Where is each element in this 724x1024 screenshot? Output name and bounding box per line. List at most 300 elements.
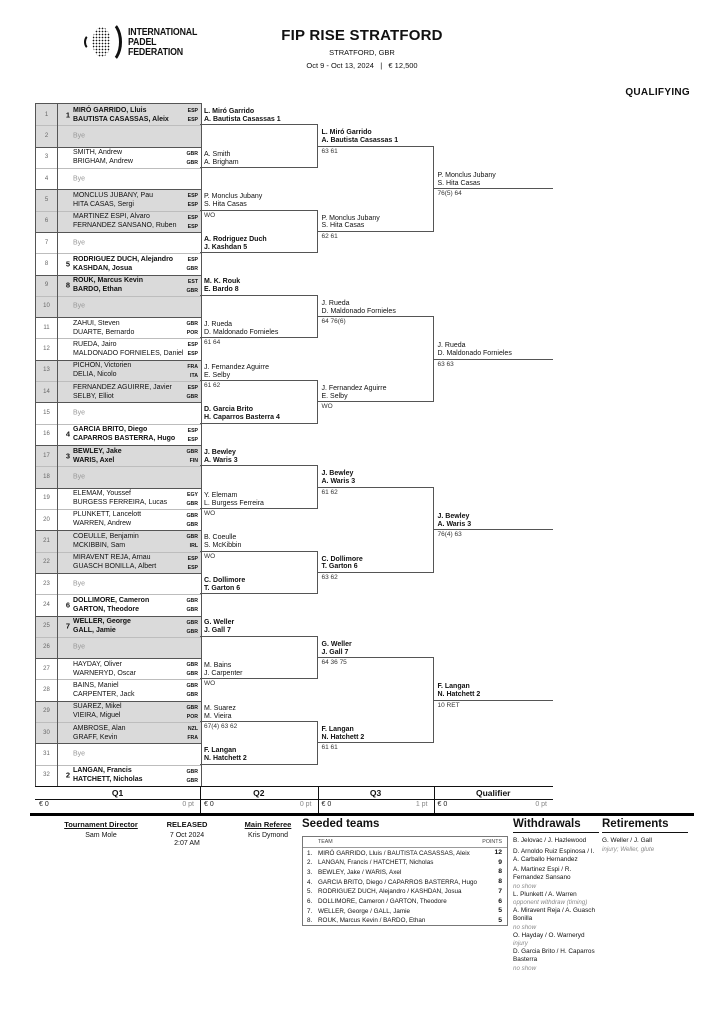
- entry-number: 20: [43, 516, 50, 523]
- q2-score: 64 36 75: [321, 659, 347, 667]
- seeded-team: MIRÓ GARRIDO, Lluis / BAUTISTA CASASSAS, Aleix: [318, 849, 470, 857]
- seeded-points: 5: [498, 916, 502, 924]
- strip-cell-separator: [434, 786, 435, 813]
- country-code: GBR: [186, 159, 198, 166]
- withdrawal-item: A. Martinez Espi / R. Fernandez Sansano: [513, 866, 572, 881]
- seeded-team-row: [303, 877, 507, 887]
- seeded-rank: 5.: [307, 888, 313, 896]
- winner-name-line: D. Garcia Brito: [204, 406, 254, 414]
- seeded-points: 6: [498, 897, 502, 905]
- entry-number: 27: [43, 665, 50, 672]
- country-code: GBR: [186, 607, 198, 614]
- seeded-rank: 6.: [307, 898, 313, 905]
- bye-label: Bye: [73, 580, 86, 588]
- retirements-section: [602, 818, 688, 854]
- entry-number: 3: [44, 154, 49, 161]
- winner-name-line: D. Maldonado Fornieles: [321, 307, 396, 315]
- country-code: GBR: [186, 662, 198, 669]
- seeded-points: 7: [498, 887, 502, 895]
- player-name: SELBY, Elliot: [73, 392, 114, 400]
- country-code: ESP: [187, 564, 198, 571]
- player-name: MIRAVENT REJA, Arnau: [73, 554, 151, 562]
- q2-score: 64 76(6): [321, 318, 346, 326]
- country-code: ESP: [187, 385, 198, 392]
- winner-name-line: A. Rodriguez Duch: [204, 235, 267, 243]
- winner-name-line: T. Garton 6: [204, 584, 241, 592]
- player-name: MARTINEZ ESPI, Alvaro: [73, 213, 150, 221]
- winner-name-line: J. Rueda: [321, 299, 350, 307]
- q2-score: 61 61: [321, 744, 338, 752]
- winner-name-line: C. Dollimore: [321, 555, 363, 563]
- winner-name-line: J. Bewley: [204, 448, 236, 456]
- winner-name-line: J. Fernandez Aguirre: [204, 363, 269, 371]
- q2-score: 61 62: [321, 488, 338, 496]
- entry-number: 1: [44, 111, 49, 118]
- org-line: INTERNATIONAL: [128, 26, 198, 38]
- q1-score: 67(4) 63 62: [204, 723, 238, 731]
- player-name: GARCIA BRITO, Diego: [73, 426, 148, 434]
- player-name: AMBROSE, Alan: [73, 724, 126, 732]
- country-code: GBR: [186, 449, 198, 455]
- winner-name-line: E. Bardo 8: [204, 286, 239, 294]
- player-name: WARREN, Andrew: [73, 520, 132, 528]
- q1-score: 61 62: [204, 382, 221, 390]
- country-code: FRA: [187, 363, 198, 370]
- player-name: MALDONADO FORNIELES, Daniel: [73, 349, 184, 357]
- seeded-rank: 7.: [307, 907, 313, 915]
- country-code: ESP: [187, 193, 198, 200]
- seeded-team: DOLLIMORE, Cameron / GARTON, Theodore: [318, 898, 447, 905]
- winner-name-line: F. Langan: [437, 683, 470, 691]
- country-code: GBR: [186, 628, 198, 635]
- country-code: GBR: [186, 521, 198, 528]
- seeded-team: BEWLEY, Jake / WARIS, Axel: [318, 868, 402, 876]
- bye-label: Bye: [73, 473, 86, 481]
- country-code: EGY: [187, 491, 198, 498]
- withdrawal-item-reason: no show: [513, 923, 537, 931]
- player-name: COEULLE, Benjamin: [73, 532, 139, 540]
- withdrawal-item: B. Jelovac / J. Hazlewood: [513, 837, 587, 844]
- entry-number: 21: [43, 537, 50, 544]
- player-name: BARDO, Ethan: [73, 286, 122, 293]
- withdrawal-item: D. Arnoldo Ruiz Espinosa / I. A. Carballo Hernandez: [513, 847, 595, 863]
- released-label: RELEASED: [166, 820, 208, 829]
- entry-number: 19: [43, 495, 50, 502]
- country-code: GBR: [186, 619, 198, 626]
- entry-seed: 7: [65, 621, 70, 631]
- entry-number: 23: [43, 580, 50, 587]
- entry-number: 30: [43, 729, 50, 736]
- retirements-list: [602, 837, 688, 854]
- entry-number: 5: [44, 196, 49, 203]
- bye-label: Bye: [73, 302, 86, 310]
- player-name: MIRÓ GARRIDO, Lluis: [73, 106, 147, 114]
- winner-name-line: J. Fernandez Aguirre: [321, 385, 387, 393]
- player-name: MONCLUS JUBANY, Pau: [73, 191, 154, 199]
- entry-number: 29: [43, 708, 50, 715]
- round-label: Q3: [369, 787, 382, 798]
- withdrawal-item: O. Hayday / O. Warneryd: [513, 931, 585, 939]
- player-name: ROUK, Marcus Kevin: [73, 277, 144, 284]
- winner-name-line: J. Gall 7: [321, 648, 349, 656]
- country-code: GBR: [186, 683, 198, 690]
- event-title: FIP RISE STRATFORD: [281, 27, 443, 44]
- country-code: POR: [186, 713, 198, 720]
- event-prize: € 12,500: [388, 61, 418, 70]
- entry-seed: 2: [65, 770, 70, 780]
- pipe: |: [380, 61, 383, 70]
- q2-score: WO: [321, 403, 333, 411]
- seeded-rank: 8.: [307, 917, 313, 925]
- entry-number: 25: [43, 623, 50, 630]
- seeded-rank: 2.: [307, 859, 313, 867]
- country-code: EST: [187, 278, 198, 285]
- winner-name-line: P. Monclus Jubany: [321, 214, 380, 222]
- player-name: DUARTE, Bernardo: [73, 328, 135, 336]
- player-name: SUAREZ, Mikel: [73, 703, 122, 711]
- country-code: GBR: [186, 266, 198, 273]
- player-name: KASHDAN, Josua: [73, 264, 133, 272]
- country-code: GBR: [186, 777, 198, 784]
- seeded-team-row: [303, 906, 507, 916]
- winner-name-line: A. Bautista Casassas 1: [204, 115, 281, 123]
- player-name: RODRIGUEZ DUCH, Alejandro: [73, 255, 174, 263]
- country-code: ESP: [187, 223, 198, 230]
- entry-number: 8: [44, 260, 49, 267]
- seeded-points: 5: [498, 907, 502, 915]
- player-name: HAYDAY, Oliver: [73, 660, 123, 668]
- seeded-table-header: [303, 837, 507, 848]
- player-name: VIEIRA, Miguel: [73, 712, 121, 720]
- player-name: ZAHUI, Steven: [73, 319, 120, 327]
- country-code: ESP: [187, 555, 198, 562]
- country-code: ESP: [187, 257, 198, 264]
- player-name: DOLLIMORE, Cameron: [73, 596, 150, 604]
- seeded-teams-title: Seeded teams: [302, 818, 380, 830]
- player-name: GUASCH BONILLA, Albert: [73, 563, 157, 571]
- strip-top-rule: [35, 786, 553, 787]
- bye-label: Bye: [73, 643, 86, 651]
- winner-name-line: C. Dollimore: [204, 576, 246, 584]
- entry-number: 10: [43, 303, 50, 310]
- seeded-points: 12: [494, 849, 502, 856]
- winner-name-line: A. Brigham: [204, 158, 239, 166]
- entry-number: 17: [43, 452, 50, 459]
- q1-score: WO: [204, 509, 216, 517]
- player-name: FERNANDEZ AGUIRRE, Javier: [73, 383, 172, 391]
- seeded-team: WELLER, George / GALL, Jamie: [318, 907, 411, 915]
- player-name: FERNANDEZ SANSANO, Ruben: [73, 222, 177, 230]
- winner-name-line: N. Hatchett 2: [204, 755, 247, 763]
- entry-number: 28: [43, 687, 50, 694]
- q3-score: 76(4) 63: [437, 531, 462, 539]
- seeded-rank: 4.: [307, 878, 313, 886]
- winner-name-line: E. Selby: [321, 392, 348, 400]
- seeded-col-team: TEAM: [318, 839, 333, 845]
- seeded-team-row: [303, 897, 507, 907]
- q3-score: 63 63: [437, 360, 454, 368]
- seeded-team: RODRIGUEZ DUCH, Alejandro / KASHDAN, Josua: [318, 888, 462, 896]
- seeded-team-row: [303, 867, 507, 877]
- winner-name-line: J. Bewley: [437, 512, 470, 520]
- entry-number: 4: [44, 175, 49, 182]
- org-line: FEDERATION: [128, 46, 184, 58]
- country-code: GBR: [186, 150, 198, 157]
- q1-score: WO: [204, 552, 216, 560]
- seeded-rank: 1.: [307, 849, 313, 857]
- player-name: BEWLEY, Jake: [73, 447, 122, 455]
- winner-name-line: Y. Elemam: [204, 491, 238, 499]
- withdrawal-item: D. Garcia Brito / H. Caparros Basterra: [513, 948, 595, 963]
- entry-number: 16: [43, 431, 50, 438]
- country-code: GBR: [186, 321, 198, 328]
- country-code: POR: [186, 330, 198, 337]
- country-code: GBR: [186, 671, 198, 678]
- player-name: WARIS, Axel: [73, 456, 115, 464]
- winner-name-line: P. Monclus Jubany: [437, 171, 496, 179]
- footer-thick-rule: [30, 813, 694, 816]
- seeded-teams-table: [302, 836, 508, 926]
- country-code: FIN: [189, 458, 198, 464]
- bye-label: Bye: [73, 750, 86, 758]
- entry-number: 9: [44, 282, 49, 289]
- winner-name-line: P. Monclus Jubany: [204, 193, 263, 201]
- winner-name-line: L. Miró Garrido: [321, 129, 372, 137]
- winner-name-line: H. Caparros Basterra 4: [204, 414, 280, 422]
- entry-number: 11: [43, 324, 50, 331]
- winner-name-line: M. Vieira: [204, 712, 232, 720]
- bye-label: Bye: [73, 239, 86, 247]
- entry-number: 6: [44, 218, 49, 225]
- country-code: ESP: [187, 108, 198, 114]
- entry-number: 12: [43, 346, 50, 353]
- entry-number: 13: [43, 367, 50, 374]
- winner-name-line: N. Hatchett 2: [321, 733, 365, 741]
- retirement-item-reason: injury; Weller, glute: [602, 845, 655, 853]
- main-referee-label: Main Referee: [244, 820, 292, 829]
- stage-label: QUALIFYING: [625, 87, 690, 98]
- player-name: CAPARROS BASTERRA, Hugo: [73, 435, 176, 443]
- player-name: GARTON, Theodore: [73, 605, 139, 613]
- bye-label: Bye: [73, 175, 86, 183]
- country-code: FRA: [187, 735, 198, 742]
- winner-name-line: D. Maldonado Fornieles: [437, 350, 512, 358]
- seeded-team-row: [303, 848, 507, 858]
- strip-cell-separator: [318, 786, 319, 813]
- tournament-director-name: Sam Mole: [85, 832, 117, 839]
- country-code: GBR: [186, 394, 198, 401]
- winner-name-line: J. Rueda: [204, 321, 233, 329]
- winner-name-line: S. Hita Casas: [437, 179, 481, 187]
- player-name: PLUNKETT, Lancelott: [73, 511, 142, 519]
- q3-score: 10 RET: [437, 701, 460, 709]
- seeded-points: 8: [498, 868, 502, 876]
- q2-score: 63 62: [321, 573, 338, 581]
- entry-number: 32: [43, 772, 50, 779]
- winner-name-line: A. Waris 3: [204, 456, 238, 464]
- entry-seed: 4: [65, 429, 70, 439]
- round-money: € 0: [321, 801, 332, 808]
- country-code: ESP: [187, 117, 198, 123]
- bye-label: Bye: [73, 132, 86, 140]
- entry-number: 31: [43, 751, 50, 758]
- country-code: ESP: [187, 342, 198, 349]
- player-name: BAINS, Maniel: [73, 681, 119, 689]
- player-name: BURGESS FERREIRA, Lucas: [73, 499, 168, 507]
- player-name: HATCHETT, Nicholas: [73, 776, 143, 784]
- country-code: GBR: [186, 598, 198, 605]
- bye-label: Bye: [73, 409, 86, 417]
- q1-score: WO: [204, 680, 216, 688]
- country-code: ITA: [190, 372, 198, 379]
- retirements-title: Retirements: [602, 818, 669, 830]
- withdrawals-rule: [513, 832, 599, 833]
- winner-name-line: F. Langan: [204, 747, 237, 755]
- winner-name-line: S. McKibbin: [204, 542, 242, 550]
- entry-number: 2: [44, 132, 49, 139]
- withdrawals-section: [513, 818, 599, 973]
- winner-name-line: J. Gall 7: [204, 627, 231, 635]
- winner-name-line: M. K. Rouk: [204, 278, 241, 286]
- country-code: GBR: [186, 512, 198, 519]
- round-label: Q2: [253, 787, 265, 798]
- seeded-points: 9: [498, 858, 502, 866]
- winner-name-line: D. Maldonado Fornieles: [204, 329, 279, 337]
- winner-name-line: J. Carpenter: [204, 670, 243, 678]
- tournament-director-label: Tournament Director: [64, 820, 138, 829]
- strip-mid-rule: [35, 799, 553, 800]
- winner-name-line: M. Suarez: [204, 704, 236, 712]
- seeded-team: GARCIA BRITO, Diego / CAPARROS BASTERRA, Hugo: [318, 878, 477, 886]
- player-name: DELIA, Nicolo: [73, 371, 117, 379]
- released-date: 7 Oct 2024: [169, 832, 205, 839]
- q2-score: 63 61: [321, 147, 338, 155]
- entry-seed: 1: [65, 110, 70, 120]
- seeded-team-row: [303, 858, 507, 868]
- seeded-team: LANGAN, Francis / HATCHETT, Nicholas: [318, 859, 434, 867]
- country-code: GBR: [186, 704, 198, 711]
- released-time: 2:07 AM: [174, 840, 200, 847]
- player-name: MCKIBBIN, Sam: [73, 541, 126, 549]
- player-name: PICHON, Victorien: [73, 362, 132, 370]
- country-code: ESP: [187, 427, 198, 434]
- winner-name-line: A. Waris 3: [321, 478, 356, 486]
- seeded-team: ROUK, Marcus Kevin / BARDO, Ethan: [318, 917, 426, 925]
- country-code: ESP: [187, 436, 198, 443]
- released-block: [152, 820, 222, 847]
- winner-name-line: F. Langan: [321, 726, 354, 734]
- retirement-item: G. Weller / J. Gall: [602, 837, 652, 844]
- round-label: Qualifier: [476, 787, 511, 798]
- main-referee-name: Kris Dymond: [247, 832, 289, 839]
- round-points: 0 pt: [299, 801, 312, 808]
- round-points: 0 pt: [535, 801, 547, 808]
- winner-name-line: L. Burgess Ferreira: [204, 499, 264, 507]
- entry-number: 22: [43, 559, 50, 566]
- q2-score: 62 61: [321, 232, 338, 240]
- entry-number: 18: [43, 473, 50, 480]
- player-name: BRIGHAM, Andrew: [73, 158, 133, 166]
- winner-name-line: G. Weller: [204, 619, 235, 627]
- country-code: GBR: [186, 534, 198, 541]
- round-points: 0 pt: [182, 801, 194, 808]
- player-name: BAUTISTA CASASSAS, Aleix: [73, 115, 169, 123]
- seeded-team-row: [303, 916, 507, 926]
- entry-number: 14: [43, 388, 50, 395]
- player-name: GALL, Jamie: [73, 627, 116, 634]
- seeded-team-row: [303, 887, 507, 897]
- entry-seed: 5: [65, 259, 70, 269]
- player-name: HITA CASAS, Sergi: [73, 200, 134, 208]
- winner-name-line: L. Miró Garrido: [204, 107, 255, 115]
- entry-seed: 6: [65, 600, 70, 610]
- country-code: GBR: [186, 692, 198, 699]
- org-line: PADEL: [128, 36, 157, 48]
- winner-name-line: J. Bewley: [321, 470, 354, 478]
- entry-seed: 3: [65, 451, 70, 461]
- country-code: GBR: [186, 287, 198, 294]
- country-code: ESP: [187, 214, 198, 221]
- round-label: Q1: [111, 787, 124, 798]
- entry-number: 24: [43, 601, 50, 608]
- retirements-rule: [602, 832, 688, 833]
- seeded-rank: 3.: [307, 868, 313, 876]
- withdrawal-item: L. Plunkett / A. Warren: [513, 890, 577, 898]
- strip-cell-separator: [200, 786, 201, 813]
- winner-name-line: B. Coeulle: [204, 534, 237, 542]
- withdrawals-title: Withdrawals: [513, 818, 581, 830]
- player-name: WARNERYD, Oscar: [73, 669, 137, 677]
- entry-number: 15: [43, 410, 50, 417]
- entry-number: 7: [44, 239, 49, 246]
- country-code: NZL: [187, 726, 198, 733]
- winner-name-line: A. Bautista Casassas 1: [321, 137, 399, 145]
- withdrawal-item-reason: opponent withdraw (timing): [513, 899, 588, 906]
- winner-name-line: A. Waris 3: [437, 520, 472, 528]
- player-name: WELLER, George: [73, 618, 131, 625]
- round-money: € 0: [204, 801, 214, 808]
- withdrawal-item-reason: no show: [513, 882, 537, 890]
- country-code: GBR: [186, 768, 198, 775]
- tournament-director-block: [58, 820, 144, 839]
- winner-name-line: S. Hita Casas: [321, 222, 365, 230]
- withdrawal-item-reason: injury: [513, 940, 528, 947]
- entry-seed: 8: [65, 280, 70, 290]
- winner-name-line: N. Hatchett 2: [437, 691, 481, 699]
- country-code: IRL: [189, 543, 198, 550]
- player-name: GRAFF, Kevin: [73, 733, 118, 741]
- q1-score: 61 64: [204, 339, 221, 347]
- q3-score: 76(5) 64: [437, 190, 462, 198]
- seeded-points: 8: [498, 878, 502, 886]
- player-name: CARPENTER, Jack: [73, 690, 135, 698]
- main-referee-block: [230, 820, 306, 839]
- winner-name-line: A. Smith: [204, 150, 231, 158]
- entry-number: 26: [43, 644, 50, 651]
- winner-name-line: J. Kashdan 5: [204, 243, 248, 251]
- player-name: LANGAN, Francis: [73, 767, 132, 775]
- q1-score: WO: [204, 211, 216, 219]
- winner-name-line: J. Rueda: [437, 342, 466, 350]
- country-code: GBR: [186, 500, 198, 507]
- event-location: STRATFORD, GBR: [329, 48, 395, 57]
- winner-name-line: G. Weller: [321, 640, 352, 648]
- country-code: ESP: [187, 351, 198, 358]
- winner-name-line: S. Hita Casas: [204, 201, 247, 209]
- player-name: SMITH, Andrew: [73, 149, 123, 157]
- round-money: € 0: [39, 801, 49, 808]
- withdrawal-item-reason: no show: [513, 964, 537, 972]
